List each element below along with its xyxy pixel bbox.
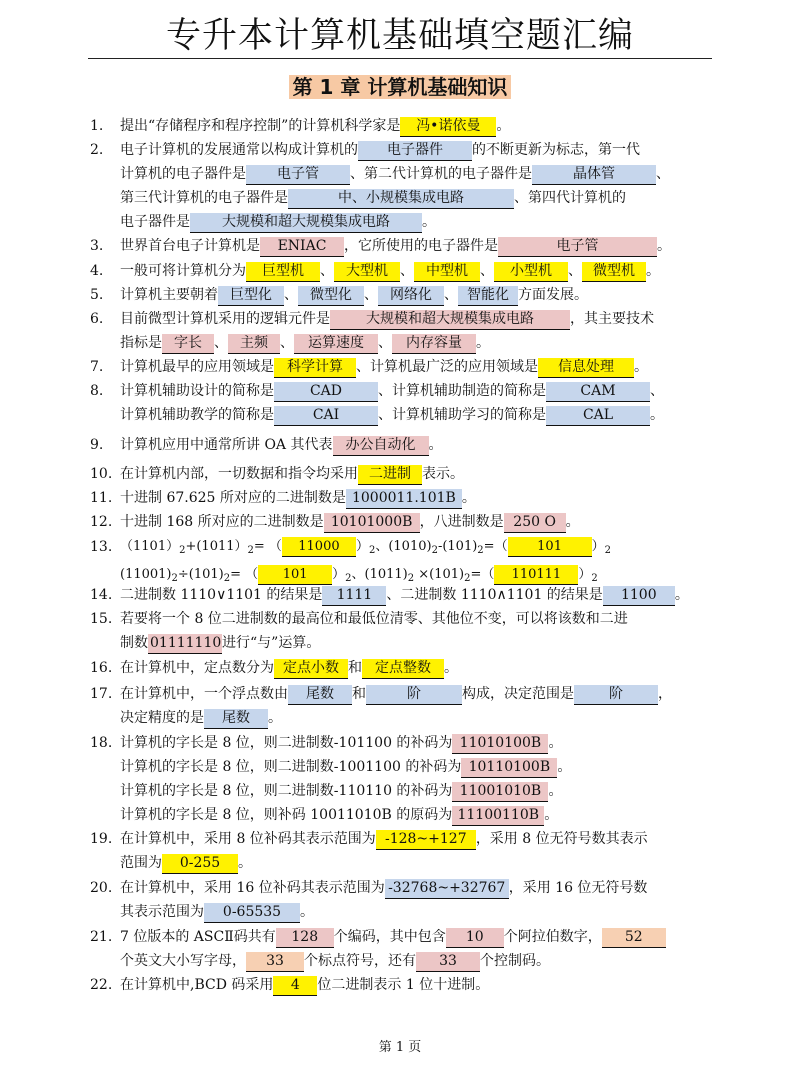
question-text: 。 (674, 587, 689, 603)
question-text: ） (591, 539, 605, 554)
question-text: = （ (253, 539, 282, 554)
answer-blank: 250 O (504, 513, 566, 533)
separator: 、 (444, 287, 458, 303)
question-text: 十进制 67.625 所对应的二进制数是 (120, 490, 346, 506)
chapter-heading (0, 71, 800, 100)
question-text: 个编码，其中包含 (333, 929, 446, 945)
question-21 (90, 925, 730, 973)
answer-blank: -32768~+32767 (385, 879, 509, 899)
subscript: 2 (179, 545, 186, 556)
question-8 (90, 379, 730, 427)
question-text: 构成，决定范围是 (462, 686, 574, 702)
question-text: 计算机的电子器件是 (120, 166, 246, 182)
question-text: 个标点符号，还有 (304, 953, 416, 969)
question-text: 表示。 (422, 466, 464, 482)
question-text: ÷(101) (177, 567, 224, 582)
question-text: ） (332, 567, 346, 582)
question-4 (90, 259, 730, 283)
subscript: 2 (464, 573, 471, 584)
answer-blank: 巨型机 (246, 262, 320, 282)
answer-blank: 阶 (366, 685, 462, 705)
answer-blank: 办公自动化 (333, 436, 429, 456)
question-text: 其表示范围为 (120, 904, 204, 920)
question-text: 世界首台电子计算机是 (120, 238, 260, 254)
answer-blank: 微型化 (298, 286, 364, 306)
question-text: ×(101) (414, 567, 465, 582)
answer-blank: 尾数 (204, 709, 268, 729)
answer-blank: 0-65535 (204, 903, 300, 923)
question-number: 3. (90, 238, 104, 254)
answer-blank: 中、小规模集成电路 (288, 189, 514, 209)
question-1 (90, 114, 730, 138)
subscript: 2 (407, 573, 415, 584)
question-text: ） (355, 539, 369, 554)
question-18 (90, 731, 730, 827)
question-text: 若要将一个 8 位二进制数的最高位和最低位清零、其他位不变，可以将该数和二进 (120, 611, 628, 627)
question-number: 2. (90, 142, 104, 158)
question-22 (90, 973, 730, 997)
question-text: 在计算机中，采用 8 位补码其表示范围为 (120, 831, 376, 847)
answer-blank: 110111 (494, 565, 578, 585)
question-text: 。 (461, 490, 476, 506)
subscript: 2 (247, 545, 254, 556)
page-number: 第 1 页 (378, 1040, 422, 1055)
subscript: 2 (477, 545, 484, 556)
subscript: 2 (223, 573, 231, 584)
question-number: 18. (90, 735, 113, 751)
answer-blank: 11000 (282, 537, 356, 557)
question-text: 进行“与”运算。 (222, 635, 321, 651)
question-6 (90, 307, 730, 355)
answer-blank: 二进制 (358, 465, 422, 485)
question-text: ， (658, 686, 672, 702)
answer-blank: 128 (276, 928, 334, 948)
question-number: 15. (90, 611, 113, 627)
question-number: 11. (90, 490, 113, 506)
question-11 (90, 486, 730, 510)
answer-blank: 33 (416, 952, 480, 972)
answer-blank: 52 (602, 928, 666, 948)
answer-blank: 晶体管 (532, 165, 656, 185)
answer-blank: 尾数 (288, 685, 352, 705)
question-number: 4. (90, 263, 104, 279)
question-7 (90, 355, 730, 379)
question-text: ，其主要技术 (570, 311, 654, 327)
answer-blank: CAM (546, 382, 650, 402)
question-number: 22. (90, 977, 113, 993)
question-text: 决定精度的是 (120, 710, 204, 726)
question-text: 在计算机中,BCD 码采用 (120, 977, 274, 993)
question-16 (90, 656, 730, 680)
answer-blank: 11100110B (452, 806, 544, 826)
title-rule (88, 58, 712, 59)
question-text: ，采用 16 位无符号数 (508, 880, 648, 896)
question-text: 计算机的字长是 8 位，则二进制数-1001100 的补码为 (120, 759, 462, 775)
question-text: =（ (483, 539, 508, 554)
question-text: 、第二代计算机的电子器件是 (350, 166, 532, 182)
question-text: 。 (634, 359, 648, 375)
separator: 、 (480, 263, 494, 279)
question-text: 和 (348, 660, 362, 676)
answer-blank: 电子器件 (358, 141, 472, 161)
question-text: 。 (428, 437, 443, 453)
separator: 、 (214, 335, 228, 351)
question-text: 指标是 (120, 335, 162, 351)
question-text: 个阿拉伯数字， (503, 929, 602, 945)
subscript: 2 (431, 545, 438, 556)
question-text: ，八进制数是 (419, 514, 504, 530)
subscript: 2 (171, 573, 178, 584)
question-text: 。 (238, 855, 252, 871)
question-text: 计算机的字长是 8 位，则二进制数-110110 的补码为 (120, 783, 453, 799)
question-number: 6. (90, 311, 104, 327)
question-text: 、 (656, 166, 670, 182)
question-number: 5. (90, 287, 104, 303)
question-text: +(1011） (185, 539, 248, 554)
question-text: 。 (565, 514, 580, 530)
question-text: 。 (496, 118, 511, 134)
question-text: 二进制数 1110∨1101 的结果是 (120, 587, 323, 603)
question-text: 计算机应用中通常所讲 OA 其代表 (120, 437, 333, 453)
answer-blank: CAD (274, 382, 378, 402)
question-2 (90, 138, 730, 234)
answer-blank: CAL (546, 406, 650, 426)
question-12 (90, 510, 730, 534)
answer-blank: 101 (258, 565, 332, 585)
question-text: 、计算机辅助学习的简称是 (378, 407, 546, 423)
question-9 (90, 433, 730, 457)
question-text: 、计算机最广泛的应用领域是 (356, 359, 538, 375)
separator: 、 (378, 335, 392, 351)
answer-blank: 10101000B (324, 513, 420, 533)
question-17 (90, 682, 730, 730)
question-number: 21. (90, 929, 113, 945)
separator: 、 (400, 263, 414, 279)
question-text: 计算机辅助教学的简称是 (120, 407, 274, 423)
answer-blank: 11010100B (452, 734, 548, 754)
answer-blank: 定点小数 (274, 659, 348, 679)
separator: 。 (646, 263, 660, 279)
answer-blank: 10 (446, 928, 504, 948)
question-text: 和 (352, 686, 366, 702)
question-text: 。 (544, 807, 559, 823)
question-text: 、(1010) (375, 539, 432, 554)
answer-blank: 科学计算 (274, 358, 356, 378)
question-number: 10. (90, 466, 113, 482)
answer-blank: 电子管 (246, 165, 350, 185)
answer-blank: 电子管 (498, 237, 657, 257)
question-text: 的不断更新为标志，第一代 (472, 142, 640, 158)
question-number: 12. (90, 514, 113, 530)
question-15 (90, 607, 730, 655)
answer-blank: 大型机 (334, 262, 400, 282)
question-number: 20. (90, 880, 113, 896)
separator: 、 (568, 263, 582, 279)
answer-blank: 1111 (322, 586, 386, 606)
question-text: 。 (548, 783, 563, 799)
answer-blank: 内存容量 (392, 334, 476, 354)
chapter-title: 第 1 章 计算机基础知识 (289, 75, 512, 99)
question-number: 7. (90, 359, 104, 375)
question-19 (90, 827, 730, 875)
subscript: 2 (591, 573, 598, 584)
question-text: -(101) (437, 539, 478, 554)
question-text: = （ (230, 567, 259, 582)
question-text: 计算机的字长是 8 位，则补码 10011010B 的原码为 (120, 807, 453, 823)
answer-blank: 01111110 (148, 634, 222, 654)
question-text: ，采用 8 位无符号数其表示 (475, 831, 648, 847)
separator: 、 (284, 287, 298, 303)
question-text: 第三代计算机的电子器件是 (120, 190, 288, 206)
question-text: 、计算机辅助制造的简称是 (378, 383, 546, 399)
answer-blank: 33 (246, 952, 304, 972)
question-text: ） (578, 567, 592, 582)
question-text: （1101） (120, 539, 180, 554)
question-text: 在计算机中，采用 16 位补码其表示范围为 (120, 880, 385, 896)
question-text: 位二进制表示 1 位十进制。 (317, 977, 490, 993)
question-text: =（ (470, 567, 495, 582)
question-text: 制数 (120, 635, 148, 651)
answer-blank: 信息处理 (538, 358, 634, 378)
subscript: 2 (604, 545, 611, 556)
question-text: 个控制码。 (480, 953, 550, 969)
separator: 、 (320, 263, 334, 279)
answer-blank: 智能化 (458, 286, 518, 306)
question-text: 个英文大小写字母， (120, 953, 246, 969)
answer-blank: 小型机 (494, 262, 568, 282)
question-text: 计算机的字长是 8 位，则二进制数-101100 的补码为 (120, 735, 453, 751)
answer-blank: -128~+127 (376, 830, 476, 850)
question-text: 、 (650, 383, 664, 399)
answer-blank: 1100 (603, 586, 675, 606)
answer-blank: 中型机 (414, 262, 480, 282)
question-number: 14. (90, 587, 113, 603)
answer-blank: 运算速度 (294, 334, 378, 354)
question-number: 13. (90, 539, 113, 555)
question-3 (90, 234, 730, 258)
answer-blank: 主频 (228, 334, 280, 354)
question-text: 电子器件是 (120, 214, 190, 230)
question-text: 范围为 (120, 855, 162, 871)
question-text: 十进制 168 所对应的二进制数是 (120, 514, 324, 530)
answer-blank: 字长 (162, 334, 214, 354)
question-20 (90, 876, 730, 924)
question-text: 。 (557, 759, 572, 775)
answer-blank: 11001010B (452, 782, 548, 802)
question-text: 在计算机中，一个浮点数由 (120, 686, 288, 702)
separator: 、 (280, 335, 294, 351)
answer-blank: CAI (274, 406, 378, 426)
question-text: 电子计算机的发展通常以构成计算机的 (120, 142, 358, 158)
question-text: 目前微型计算机采用的逻辑元件是 (120, 311, 330, 327)
answer-blank: 网络化 (378, 286, 444, 306)
question-text: (11001) (120, 567, 172, 582)
answer-blank: 微型机 (582, 262, 646, 282)
question-text: 计算机主要朝着 (120, 287, 218, 303)
subscript: 2 (368, 545, 376, 556)
question-text: 方面发展。 (518, 287, 588, 303)
document-title: 专升本计算机基础填空题汇编 (165, 16, 634, 56)
question-text: 。 (548, 735, 563, 751)
question-number: 9. (90, 437, 104, 453)
question-text: 7 位版本的 ASCⅡ码共有 (120, 929, 276, 945)
question-text: 、二进制数 1110∧1101 的结果是 (386, 587, 603, 603)
question-10 (90, 462, 730, 486)
answer-blank: 冯•诺依曼 (400, 117, 496, 137)
answer-blank: 阶 (574, 685, 658, 705)
question-text: 。 (268, 710, 282, 726)
separator: 、 (364, 287, 378, 303)
question-text: 计算机辅助设计的简称是 (120, 383, 274, 399)
answer-blank: 10110100B (461, 758, 557, 778)
answer-blank: 4 (273, 976, 317, 996)
question-text: 。 (444, 660, 458, 676)
question-text: 一般可将计算机分为 (120, 263, 246, 279)
question-number: 19. (90, 831, 113, 847)
separator: 。 (476, 335, 490, 351)
question-text: ，它所使用的电子器件是 (344, 238, 498, 254)
question-number: 8. (90, 383, 104, 399)
question-text: 。 (657, 238, 671, 254)
question-number: 16. (90, 660, 113, 676)
question-number: 1. (90, 118, 104, 134)
question-text: 。 (300, 904, 314, 920)
question-14 (90, 583, 730, 607)
question-5 (90, 283, 730, 307)
question-text: 计算机最早的应用领域是 (120, 359, 274, 375)
answer-blank: 0-255 (162, 854, 238, 874)
question-text: 。 (422, 214, 436, 230)
answer-blank: 101 (508, 537, 592, 557)
question-text: 在计算机中，定点数分为 (120, 660, 274, 676)
answer-blank: 定点整数 (362, 659, 444, 679)
question-text: 提出“存储程序和程序控制”的计算机科学家是 (120, 118, 401, 134)
question-text: 、第四代计算机的 (514, 190, 626, 206)
question-text: 、(1011) (351, 567, 408, 582)
question-number: 17. (90, 686, 113, 702)
question-text: 在计算机内部，一切数据和指令均采用 (120, 466, 358, 482)
subscript: 2 (345, 573, 352, 584)
question-text: 。 (650, 407, 664, 423)
answer-blank: 1000011.101B (346, 489, 462, 509)
answer-blank: 大规模和超大规模集成电路 (190, 213, 422, 233)
answer-blank: 巨型化 (218, 286, 284, 306)
answer-blank: 大规模和超大规模集成电路 (330, 310, 570, 330)
answer-blank: ENIAC (260, 237, 344, 257)
